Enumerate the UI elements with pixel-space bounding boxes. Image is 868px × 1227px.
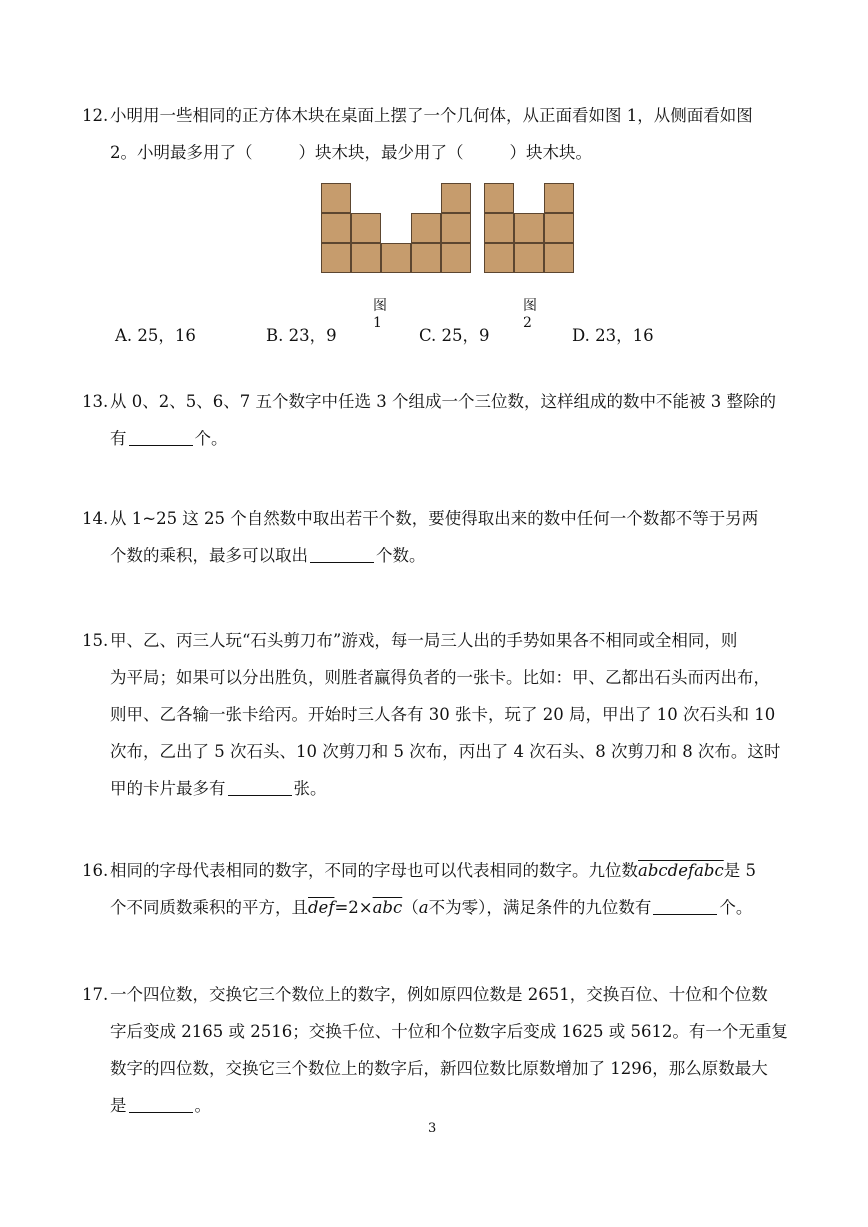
q14-text-2b: 个数。 [376, 546, 426, 565]
q12-number: 12. [82, 106, 109, 125]
q15-line-3: 则甲、乙各输一张卡给丙。开始时三人各有 30 张卡，玩了 20 局，甲出了 10 次石头和 10 [110, 705, 776, 724]
q16-line-2 [82, 889, 788, 926]
q14-text-1: 从 1~25 这 25 个自然数中取出若干个数，要使得取出来的数中任何一个数都不等于另两 [110, 509, 759, 528]
question-15 [82, 622, 788, 807]
figure-1-block [321, 213, 351, 243]
figure-2-block [514, 213, 544, 243]
question-16 [82, 852, 788, 926]
figure-1-caption: 图 1 [373, 298, 387, 331]
q14-line-1 [82, 500, 788, 537]
question-12 [82, 97, 788, 171]
q15-number: 15. [82, 631, 109, 650]
q12-line-2 [82, 134, 788, 171]
figure-2-block [544, 213, 574, 243]
q16-line-1 [82, 852, 788, 889]
q16-text-2a: 个不同质数乘积的平方，且 [110, 898, 308, 917]
option-a[interactable]: A. 25，16 [115, 326, 196, 345]
q14-line-2 [82, 537, 788, 574]
q17-line-4 [82, 1087, 788, 1124]
q15-text-1: 甲、乙、丙三人玩“石头剪刀布”游戏，每一局三人出的手势如果各不相同或全相同，则 [110, 631, 738, 650]
q16-text-2d: 个。 [719, 898, 753, 917]
q13-number: 13. [82, 392, 109, 411]
q12-text-2a: 2。小明最多用了（ [110, 143, 253, 162]
q16-equals: =2× [334, 898, 373, 917]
q17-line-3: 数字的四位数，交换它三个数位上的数字后，新四位数比原数增加了 1296，那么原数最大 [110, 1059, 768, 1078]
q13-answer-blank[interactable] [129, 427, 193, 446]
q14-answer-blank[interactable] [310, 544, 374, 563]
question-13 [82, 383, 788, 457]
q13-text-1: 从 0、2、5、6、7 五个数字中任选 3 个组成一个三位数，这样组成的数中不能被 3 整除的 [110, 392, 776, 411]
q13-line-1 [82, 383, 788, 420]
q16-text-2b: （ [402, 898, 419, 917]
q13-line-2 [82, 420, 788, 457]
figure-1-block [381, 243, 411, 273]
figure-1-block [321, 243, 351, 273]
q12-text-2b: ）块木块，最少用了（ [298, 143, 464, 162]
option-c[interactable]: C. 25，9 [419, 326, 490, 345]
figure-1-block [411, 243, 441, 273]
figure-2-caption: 图 2 [523, 298, 537, 331]
q15-text-5b: 张。 [293, 779, 327, 798]
q14-number: 14. [82, 509, 109, 528]
q15-line-5 [82, 770, 788, 807]
q16-number: 16. [82, 861, 109, 880]
q17-line-2: 字后变成 2165 或 2516；交换千位、十位和个位数字后变成 1625 或 5612。有一个无重复 [110, 1022, 788, 1041]
option-b[interactable]: B. 23，9 [266, 326, 337, 345]
figure-2-block [484, 183, 514, 213]
figure-2-block [514, 243, 544, 273]
q12-line-1 [82, 97, 788, 134]
q15-line-2: 为平局；如果可以分出胜负，则胜者赢得负者的一张卡。比如：甲、乙都出石头而丙出布， [110, 668, 770, 687]
figure-1-block [351, 243, 381, 273]
q16-text-1a: 相同的字母代表相同的数字，不同的字母也可以代表相同的数字。九位数 [110, 861, 638, 880]
figure-1-block [441, 213, 471, 243]
q15-answer-blank[interactable] [228, 777, 292, 796]
q16-nine-digit-number: abcdefabc [638, 861, 724, 880]
q15-line-1 [82, 622, 788, 659]
q17-line-1 [82, 976, 788, 1013]
q14-text-2a: 个数的乘积，最多可以取出 [110, 546, 308, 565]
page-number: 3 [428, 1121, 437, 1136]
figure-2-block [544, 183, 574, 213]
q17-text-1: 一个四位数，交换它三个数位上的数字，例如原四位数是 2651，交换百位、十位和个位数 [110, 985, 768, 1004]
q16-def: $\overline{def}$ [308, 898, 335, 917]
figure-1-block [321, 183, 351, 213]
option-d[interactable]: D. 23，16 [572, 326, 654, 345]
q17-text-4a: 是 [110, 1096, 127, 1115]
figure-2-block [544, 243, 574, 273]
figure-2-block [484, 213, 514, 243]
q13-text-2b: 个。 [194, 429, 228, 448]
figure-1-block [411, 213, 441, 243]
figure-1-block [351, 213, 381, 243]
q17-text-4b: 。 [194, 1096, 211, 1115]
question-17 [82, 976, 788, 1124]
figure-2-block [484, 243, 514, 273]
q17-number: 17. [82, 985, 109, 1004]
q16-text-1b: 是 5 [723, 861, 756, 880]
q16-var-a: a [418, 898, 429, 917]
q16-abc: $\overline{abc}$ [372, 898, 403, 917]
q16-text-2c: 不为零），满足条件的九位数有 [428, 898, 652, 917]
q12-text-1: 小明用一些相同的正方体木块在桌面上摆了一个几何体，从正面看如图 1，从侧面看如图 [110, 106, 753, 125]
q17-answer-blank[interactable] [129, 1094, 193, 1113]
figure-1-block [441, 243, 471, 273]
q16-answer-blank[interactable] [653, 896, 717, 915]
q13-text-2a: 有 [110, 429, 127, 448]
figure-1-block [441, 183, 471, 213]
q15-line-4: 次布，乙出了 5 次石头、10 次剪刀和 5 次布，丙出了 4 次石头、8 次剪刀和 8 次布。这时 [110, 742, 781, 761]
q12-text-2c: ）块木块。 [509, 143, 592, 162]
q15-text-5a: 甲的卡片最多有 [110, 779, 226, 798]
question-14 [82, 500, 788, 574]
